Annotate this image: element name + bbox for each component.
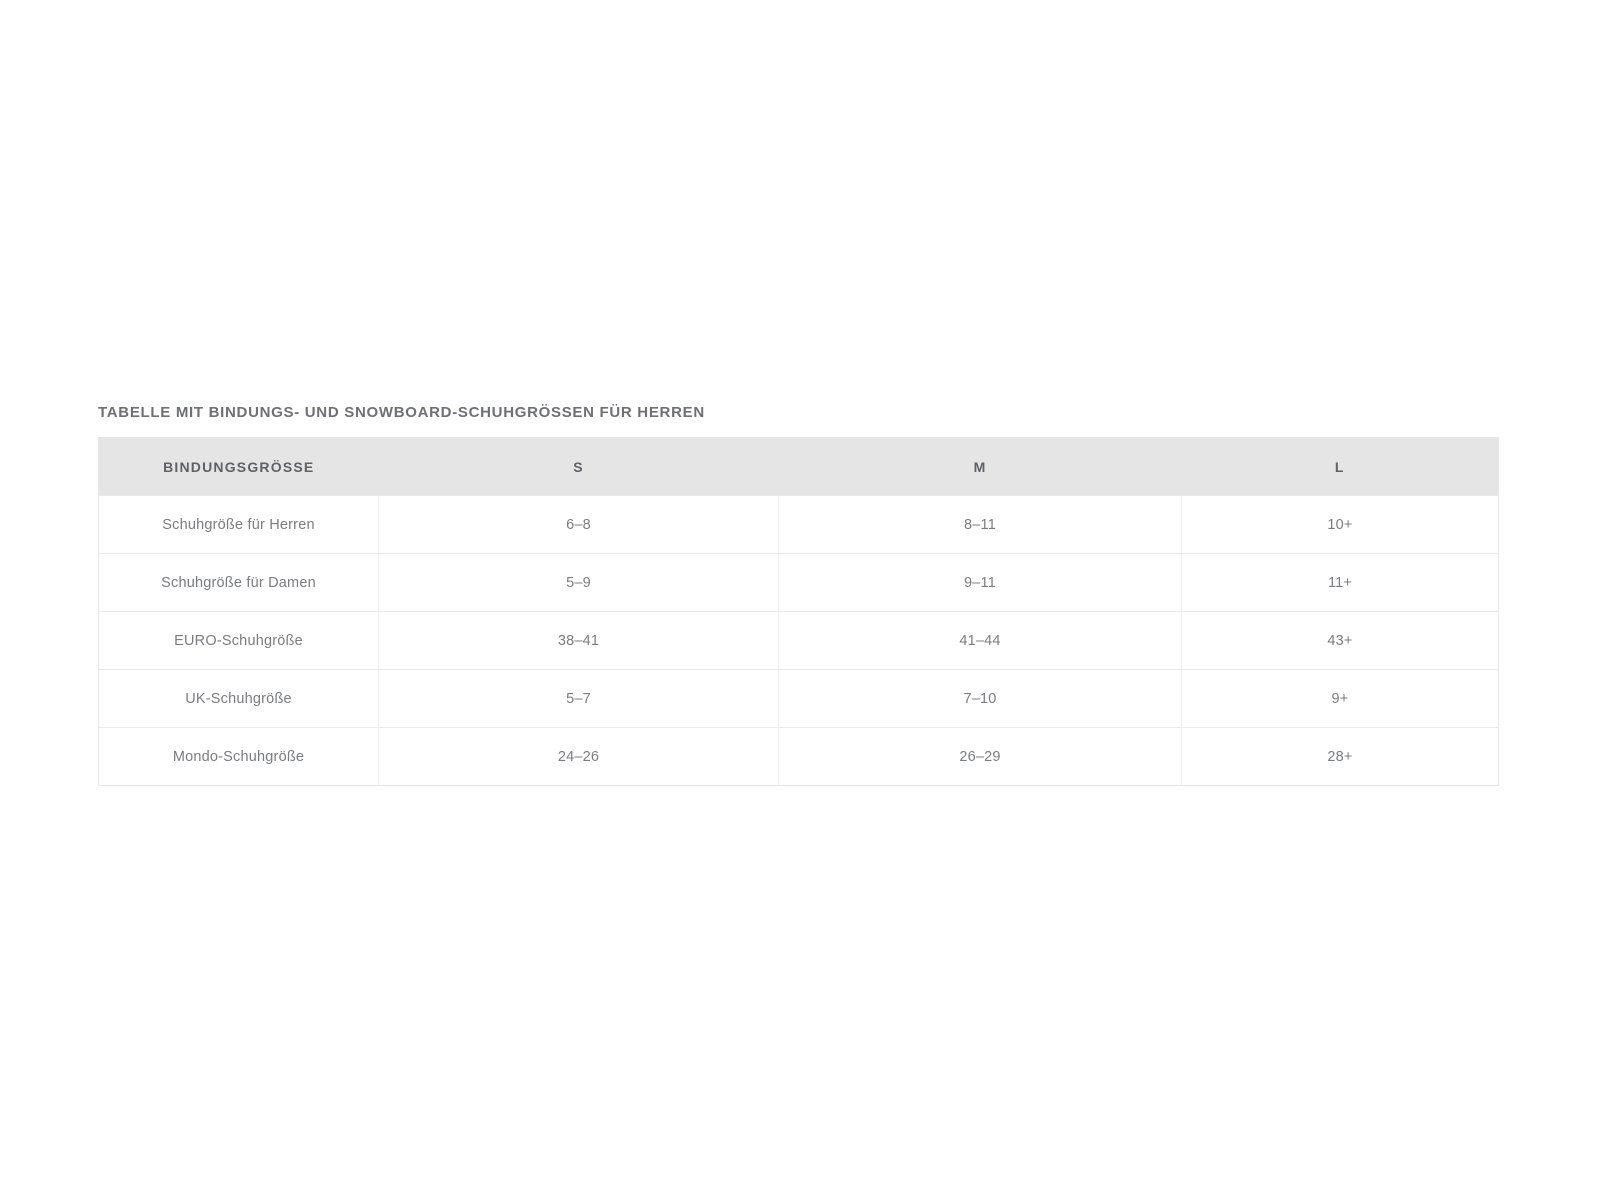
row-label-cell: UK-Schuhgröße (99, 670, 379, 728)
size-chart-title: TABELLE MIT BINDUNGS- UND SNOWBOARD-SCHUHGRÖSSEN FÜR HERREN (98, 404, 705, 421)
size-value-cell: 9+ (1182, 670, 1499, 728)
table-row-euro (99, 612, 1499, 670)
size-value-cell: 28+ (1182, 728, 1499, 786)
row-label-cell: EURO-Schuhgröße (99, 612, 379, 670)
size-value-cell: 26–29 (779, 728, 1182, 786)
size-value-cell: 24–26 (379, 728, 779, 786)
size-value-cell: 10+ (1182, 496, 1499, 554)
header-row (99, 438, 1499, 496)
size-value-cell: 5–7 (379, 670, 779, 728)
header-cell-size-s: S (379, 438, 779, 496)
table-row-uk (99, 670, 1499, 728)
size-value-cell: 43+ (1182, 612, 1499, 670)
header-cell-size-m: M (779, 438, 1182, 496)
table-row-mondo (99, 728, 1499, 786)
header-cell-bindungsgroesse: BINDUNGSGRÖSSE (99, 438, 379, 496)
size-value-cell: 8–11 (779, 496, 1182, 554)
header-cell-size-l: L (1182, 438, 1499, 496)
size-value-cell: 11+ (1182, 554, 1499, 612)
size-value-cell: 7–10 (779, 670, 1182, 728)
size-chart-table (98, 437, 1499, 786)
row-label-cell: Mondo-Schuhgröße (99, 728, 379, 786)
table-row-damen (99, 554, 1499, 612)
size-value-cell: 38–41 (379, 612, 779, 670)
size-value-cell: 5–9 (379, 554, 779, 612)
size-value-cell: 6–8 (379, 496, 779, 554)
row-label-cell: Schuhgröße für Herren (99, 496, 379, 554)
table-row-herren (99, 496, 1499, 554)
size-chart-section (98, 402, 1498, 786)
row-label-cell: Schuhgröße für Damen (99, 554, 379, 612)
size-value-cell: 41–44 (779, 612, 1182, 670)
size-value-cell: 9–11 (779, 554, 1182, 612)
